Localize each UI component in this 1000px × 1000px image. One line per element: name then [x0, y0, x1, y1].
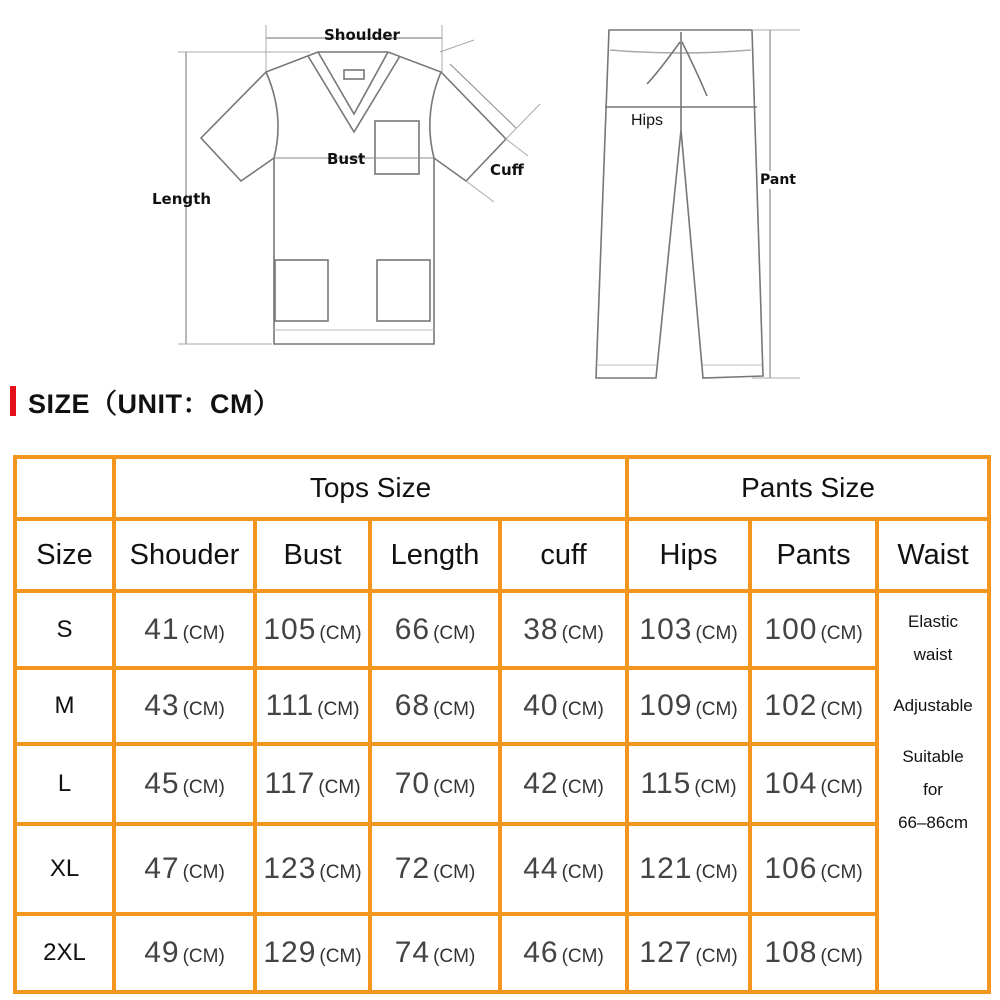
unit-label: (CM): [433, 622, 476, 644]
length-value: 66: [394, 612, 431, 646]
cuff-value: 38: [523, 612, 559, 646]
hips-cell: [627, 914, 750, 992]
group-header-empty: [15, 457, 114, 519]
accent-bar: [10, 386, 16, 416]
unit-label: (CM): [182, 777, 225, 798]
size-cell: 2XL: [15, 914, 114, 992]
unit-label: (CM): [695, 862, 738, 883]
unit-label: (CM): [433, 862, 476, 883]
shoulder-value: 49: [144, 936, 180, 969]
unit-label: (CM): [319, 946, 362, 967]
size-cell: L: [15, 744, 114, 824]
pants-cell: [750, 591, 877, 668]
unit-label: (CM): [820, 622, 863, 644]
cuff-value: 46: [523, 936, 559, 969]
pant-length-label: Pant: [760, 172, 796, 188]
unit-label: (CM): [319, 622, 362, 644]
shoulder-label: Shoulder: [324, 26, 400, 44]
pants-value: 106: [764, 852, 818, 885]
shoulder-value: 43: [144, 689, 180, 722]
table-row: [15, 744, 989, 824]
unit-label: (CM): [317, 699, 360, 720]
size-chart-table: [13, 455, 991, 994]
table-row: [15, 591, 989, 668]
unit-label: (CM): [695, 946, 738, 967]
bust-value: 105: [263, 612, 317, 646]
shoulder-cell: [114, 914, 255, 992]
col-header-bust: Bust: [255, 519, 370, 591]
unit-label: (CM): [318, 777, 361, 798]
pants-value: 104: [764, 767, 818, 800]
length-cell: [370, 668, 500, 744]
hips-cell: [627, 591, 750, 668]
hips-cell: [627, 824, 750, 914]
hips-value: 115: [640, 767, 692, 800]
unit-label: (CM): [182, 699, 225, 720]
pants-cell: [750, 914, 877, 992]
pants-cell: [750, 668, 877, 744]
waist-note-line: waist: [913, 645, 953, 664]
waist-note-line: Elastic: [907, 612, 959, 631]
bust-cell: [255, 914, 370, 992]
size-cell: M: [15, 668, 114, 744]
length-value: 74: [394, 936, 431, 969]
size-cell: XL: [15, 824, 114, 914]
bust-label: Bust: [327, 150, 366, 168]
shoulder-value: 45: [144, 767, 180, 800]
shoulder-value: 47: [144, 852, 180, 885]
cuff-label: Cuff: [490, 161, 524, 179]
length-cell: [370, 591, 500, 668]
length-value: 72: [394, 852, 431, 885]
unit-label: (CM): [182, 622, 225, 644]
pants-cell: [750, 824, 877, 914]
shoulder-value: 41: [144, 612, 180, 646]
length-value: 68: [394, 689, 431, 722]
cuff-value: 40: [523, 689, 559, 722]
col-header-length: Length: [370, 519, 500, 591]
length-cell: [370, 824, 500, 914]
hips-value: 109: [639, 689, 693, 722]
unit-label: (CM): [695, 622, 738, 644]
unit-label: (CM): [433, 777, 476, 798]
waist-note-line: Adjustable: [893, 696, 973, 715]
group-header-pants: Pants Size: [627, 457, 989, 519]
unit-label: (CM): [820, 777, 863, 798]
shoulder-cell: [114, 744, 255, 824]
length-cell: [370, 914, 500, 992]
unit-label: (CM): [182, 862, 225, 883]
unit-label: (CM): [561, 777, 604, 798]
shoulder-cell: [114, 668, 255, 744]
table-row: [15, 824, 989, 914]
size-cell: S: [15, 591, 114, 668]
unit-label: (CM): [182, 946, 225, 967]
cuff-cell: [500, 824, 627, 914]
bust-value: 123: [263, 852, 317, 885]
table-row: [15, 668, 989, 744]
pants-cell: [750, 744, 877, 824]
waist-note-line: 66–86cm: [898, 813, 968, 832]
col-header-size: Size: [15, 519, 114, 591]
col-header-shoulder: Shouder: [114, 519, 255, 591]
scrub-top-and-pants-illustration: [0, 0, 1000, 380]
unit-label: (CM): [561, 622, 604, 644]
unit-label: (CM): [820, 699, 863, 720]
hips-cell: [627, 668, 750, 744]
pants-value: 100: [764, 612, 818, 646]
hips-value: 103: [639, 612, 693, 646]
cuff-value: 42: [523, 767, 559, 800]
unit-label: (CM): [694, 777, 737, 798]
table-row: [15, 914, 989, 992]
hips-value: 127: [639, 936, 693, 969]
length-label: Length: [152, 190, 211, 208]
length-value: 70: [394, 767, 431, 800]
group-header-row: [15, 457, 989, 519]
bust-value: 129: [263, 936, 317, 969]
unit-label: (CM): [433, 946, 476, 967]
col-header-pants: Pants: [750, 519, 877, 591]
length-cell: [370, 744, 500, 824]
cuff-cell: [500, 914, 627, 992]
bust-value: 117: [264, 767, 316, 800]
group-header-tops: Tops Size: [114, 457, 627, 519]
hips-cell: [627, 744, 750, 824]
unit-label: (CM): [695, 699, 738, 720]
hips-label: Hips: [631, 112, 664, 129]
bust-cell: [255, 668, 370, 744]
bust-cell: [255, 824, 370, 914]
unit-label: (CM): [820, 946, 863, 967]
cuff-cell: [500, 668, 627, 744]
col-header-cuff: cuff: [500, 519, 627, 591]
unit-label: (CM): [561, 946, 604, 967]
unit-label: (CM): [820, 862, 863, 883]
hips-value: 121: [639, 852, 693, 885]
column-header-row: [15, 519, 989, 591]
waist-note-line: Suitable: [902, 747, 964, 766]
cuff-cell: [500, 591, 627, 668]
pants-value: 102: [764, 689, 818, 722]
unit-label: (CM): [561, 699, 604, 720]
size-unit-title: SIZE（UNIT：CM）: [28, 388, 281, 419]
col-header-waist: Waist: [877, 519, 989, 591]
waist-note-line: for: [923, 780, 943, 799]
shoulder-cell: [114, 591, 255, 668]
unit-label: (CM): [319, 862, 362, 883]
unit-label: (CM): [433, 699, 476, 720]
cuff-value: 44: [523, 852, 559, 885]
section-title: [10, 384, 281, 418]
pants-value: 108: [764, 936, 818, 969]
bust-value: 111: [265, 689, 315, 722]
unit-label: (CM): [561, 862, 604, 883]
bust-cell: [255, 591, 370, 668]
cuff-cell: [500, 744, 627, 824]
bust-cell: [255, 744, 370, 824]
shoulder-cell: [114, 824, 255, 914]
garment-diagram: [0, 0, 1000, 380]
col-header-hips: Hips: [627, 519, 750, 591]
waist-note-cell: [877, 591, 989, 992]
